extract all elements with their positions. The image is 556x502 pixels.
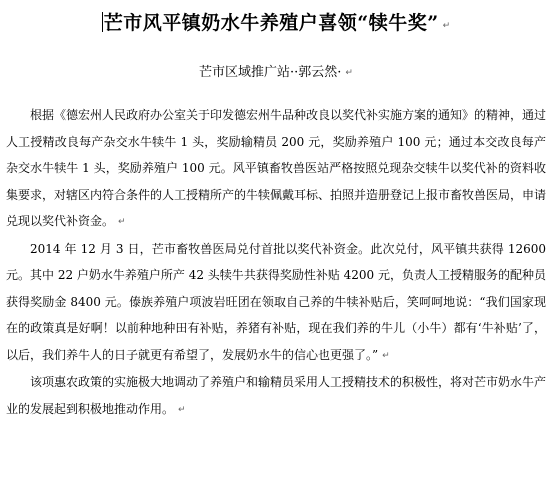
paragraph-text: 该项惠农政策的实施极大地调动了养殖户和输精员采用人工授精技术的积极性，将对芒市奶水牛产业的发展起到积极地推动作用。 [6,375,547,416]
paragraph-mark-icon: ↵ [382,350,390,361]
paragraph-mark-icon: ↵ [345,68,353,78]
paragraph-mark-icon: ↵ [178,404,186,415]
article-byline[interactable]: 芒市区域推广站··郭云然· [199,65,342,80]
article-title[interactable]: 芒市风平镇奶水牛养殖户喜领“犊牛奖” [103,12,439,34]
body-paragraph[interactable] [6,236,546,370]
body-paragraph[interactable] [6,369,546,423]
body-paragraph[interactable] [6,102,546,236]
title-row [6,8,546,38]
paragraph-mark-icon: ↵ [442,21,451,31]
byline-row [6,62,546,84]
paragraph-mark-icon: ↵ [118,217,126,227]
text-cursor [102,12,103,32]
article-body [6,102,546,423]
paragraph-text: 根据《德宏州人民政府办公室关于印发德宏州牛品种改良以奖代补实施方案的通知》的精神，通过人工授精改良每产杂交水牛犊牛 1 头，奖励输精员 200 元，奖励养殖户 100 元；通过本交改良每产杂交水牛犊牛 1 头，奖励养殖户 100 元。风平镇畜牧兽医站严格按照兑现杂交犊牛以奖代补的资料收集要求，对辖区内符合条件的人工授精所产的牛犊佩戴耳标、拍照并造册登记上报市畜牧兽医局，申请兑现以奖代补资金。 [6,108,547,228]
paragraph-text: 2014 年 12 月 3 日，芒市畜牧兽医局兑付首批以奖代补资金。此次兑付，风平镇共获得 12600 元。其中 22 户奶水牛养殖户所产 42 头犊牛共获得奖励性补贴 4200 元，负责人工授精服务的配种员获得奖励金 8400 元。傣族养殖户项波岩旺团在领取自己养的牛犊补贴后，笑呵呵地说：“我们国家现在的政策真是好啊！以前种地种田有补贴，养猪有补贴，现在我们养的牛儿（小牛）都有‘牛补贴’了，以后，我们养牛人的日子就更有希望了，发展奶水牛的信心也更强了。” [6,241,546,362]
